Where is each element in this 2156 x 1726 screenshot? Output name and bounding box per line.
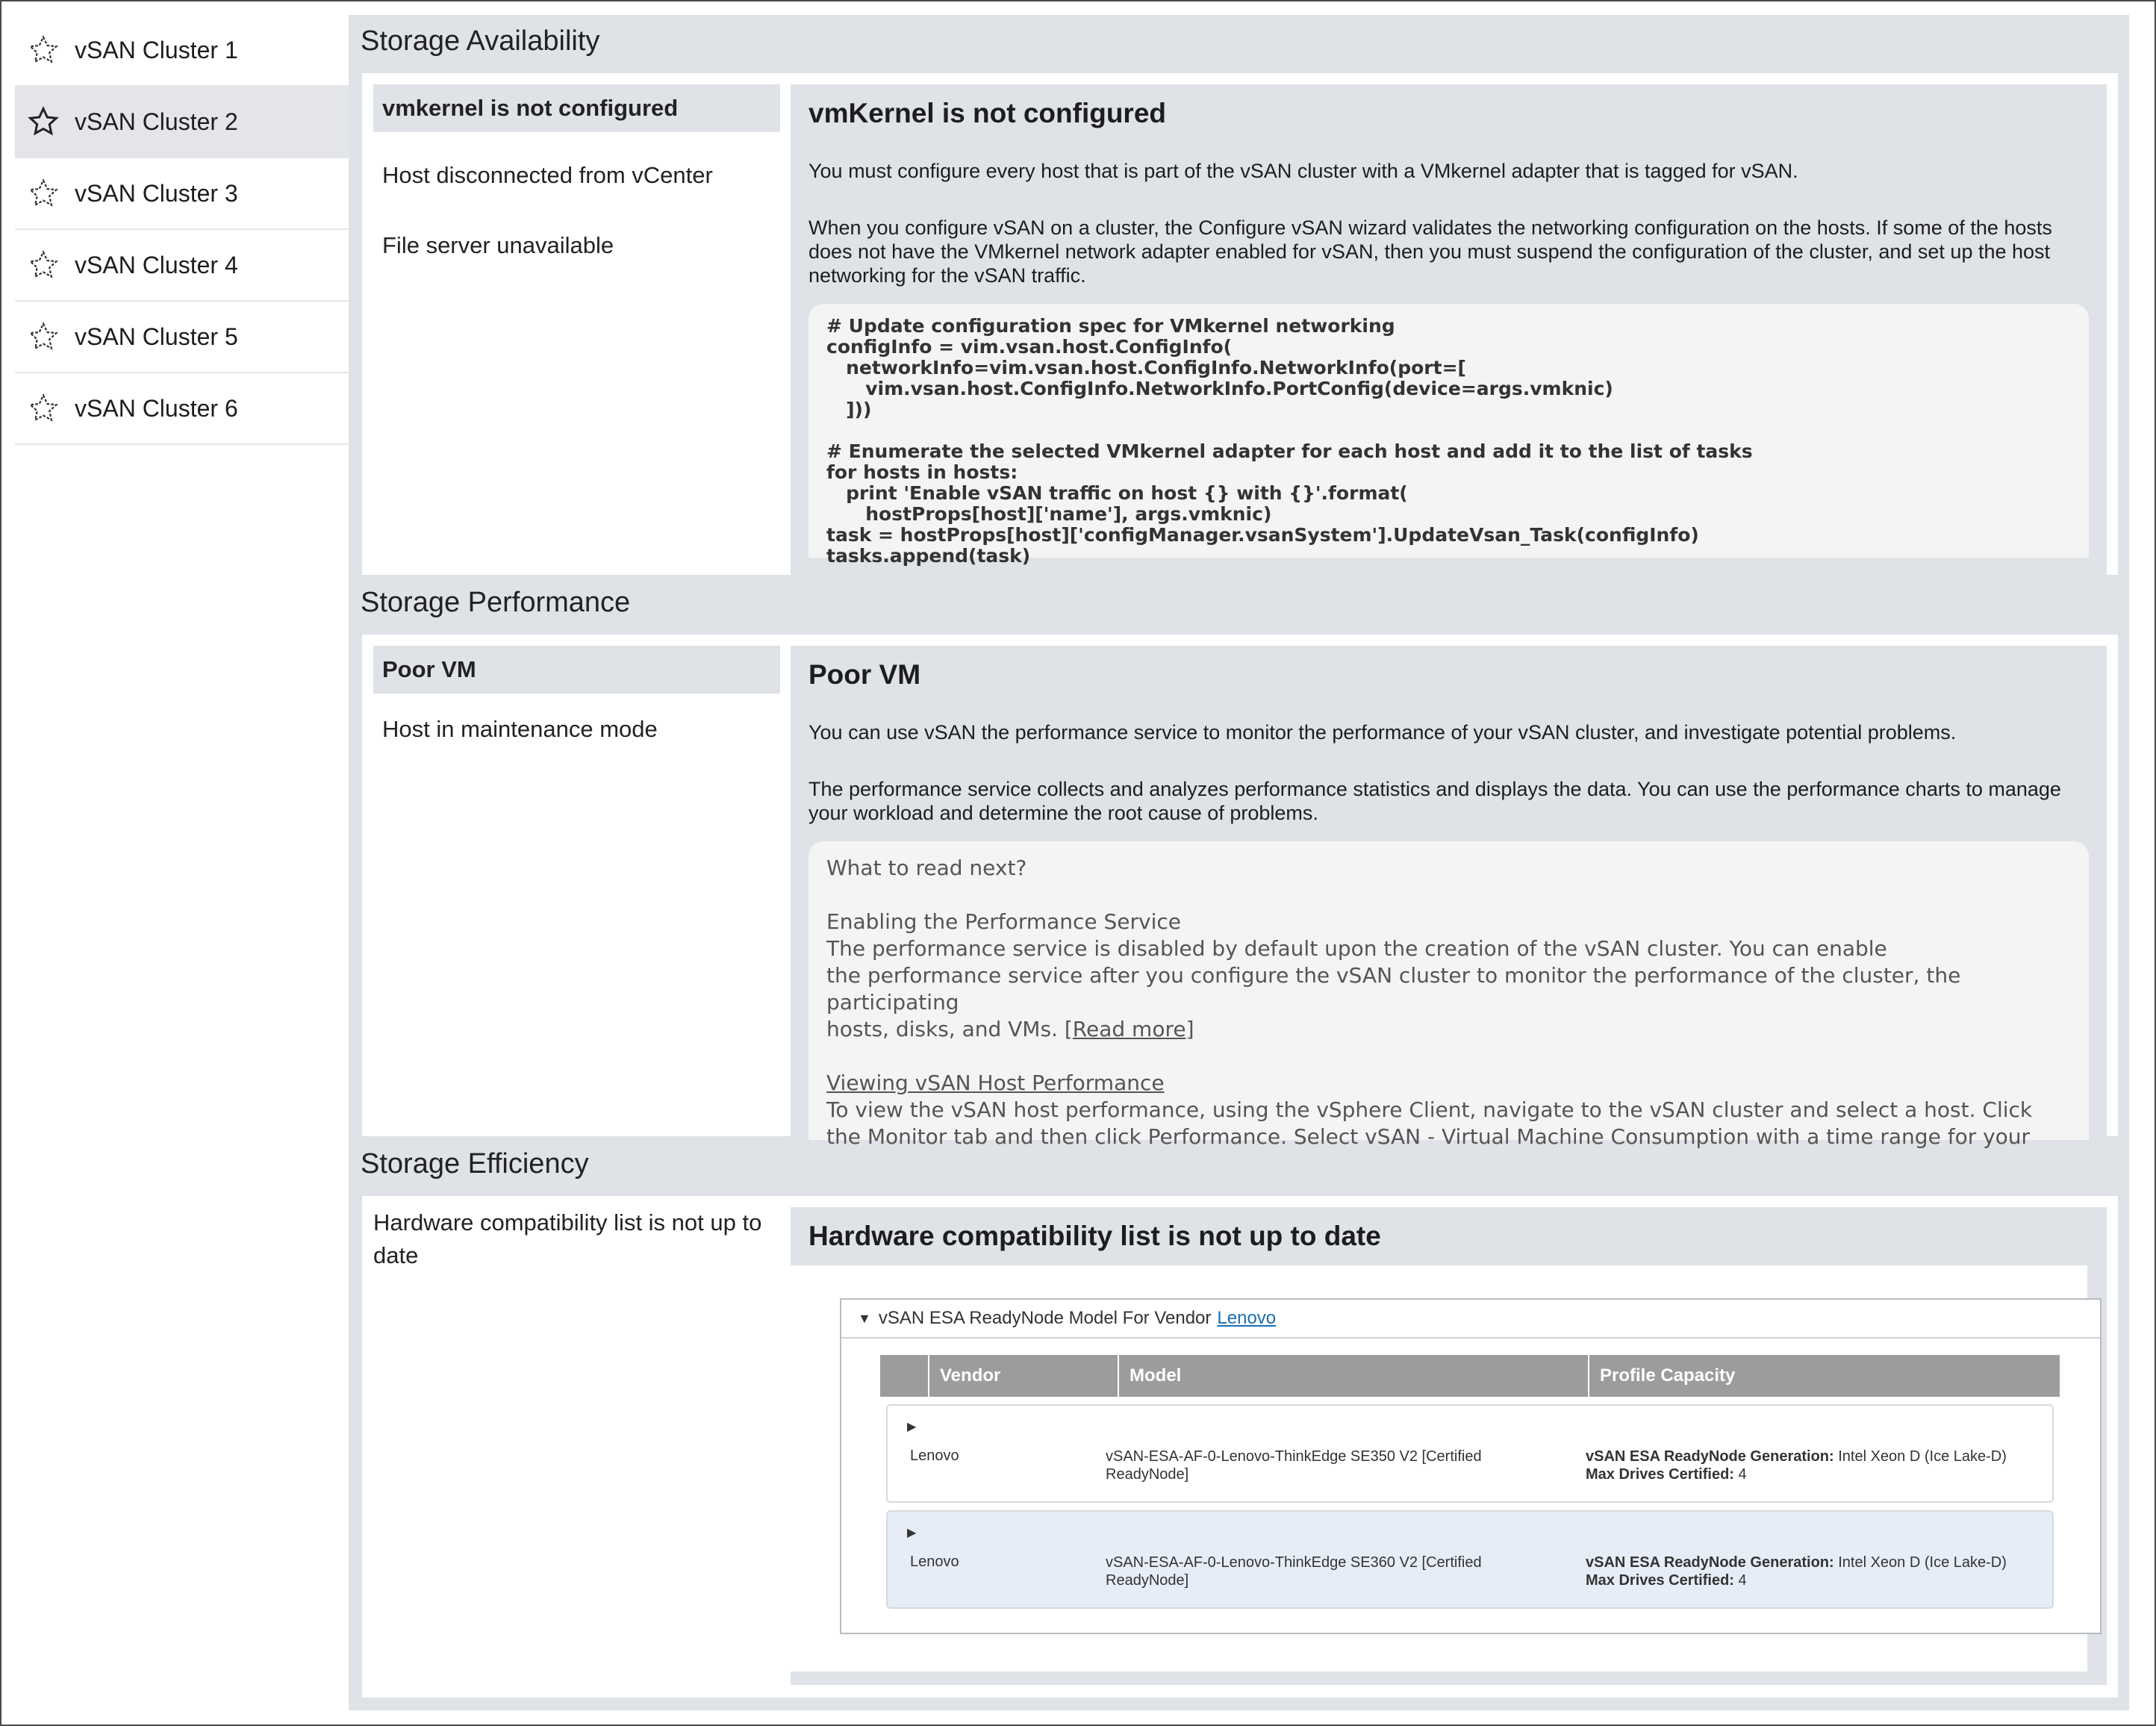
row-model: vSAN-ESA-AF-0-Lenovo-ThinkEdge SE350 V2 [Certified ReadyNode] bbox=[1106, 1448, 1482, 1483]
sidebar-item-label: vSAN Cluster 1 bbox=[75, 36, 238, 63]
column-header-profile-capacity[interactable]: Profile Capacity bbox=[1588, 1355, 2060, 1397]
row-profile-capacity bbox=[1586, 1448, 2048, 1483]
detail-paragraph: You can use vSAN the performance service to monitor the performance of your vSAN cluster, and investigate potential problems. bbox=[808, 721, 1957, 744]
sidebar-item-cluster-4[interactable] bbox=[15, 230, 349, 302]
performance-panel bbox=[362, 635, 2118, 1149]
sidebar-item-label: vSAN Cluster 6 bbox=[75, 394, 238, 422]
caret-right-icon[interactable]: ▶ bbox=[907, 1527, 917, 1539]
viewing-host-performance-link[interactable]: Viewing vSAN Host Performance bbox=[826, 1071, 1165, 1095]
sidebar-item-label: vSAN Cluster 2 bbox=[75, 108, 238, 135]
generation-value: Intel Xeon D (Ice Lake-D) bbox=[1838, 1448, 2007, 1465]
max-drives-value: 4 bbox=[1738, 1572, 1747, 1589]
caret-down-icon[interactable]: ▼ bbox=[858, 1310, 871, 1326]
performance-issue-list bbox=[373, 646, 780, 764]
detail-title: Hardware compatibility list is not up to date bbox=[808, 1221, 1381, 1251]
sidebar-item-cluster-1[interactable] bbox=[15, 15, 349, 87]
generation-value: Intel Xeon D (Ice Lake-D) bbox=[1838, 1554, 2007, 1571]
section-title-efficiency: Storage Efficiency bbox=[361, 1148, 589, 1180]
sidebar-item-cluster-6[interactable] bbox=[15, 373, 349, 445]
star-outline-icon[interactable] bbox=[25, 175, 61, 211]
performance-detail bbox=[791, 646, 2107, 1149]
availability-panel bbox=[362, 73, 2118, 575]
table-header-row bbox=[880, 1355, 2060, 1397]
availability-issue-list bbox=[373, 84, 780, 272]
issue-poor-vm[interactable]: Poor VM bbox=[373, 646, 780, 694]
read-next-box bbox=[808, 841, 2089, 1149]
sidebar-item-label: vSAN Cluster 5 bbox=[75, 323, 238, 350]
generation-label: vSAN ESA ReadyNode Generation: bbox=[1586, 1448, 1834, 1465]
sidebar-item-label: vSAN Cluster 4 bbox=[75, 251, 238, 278]
row-vendor: Lenovo bbox=[910, 1554, 959, 1570]
generation-label: vSAN ESA ReadyNode Generation: bbox=[1586, 1554, 1834, 1571]
read-next-text: the Monitor tab and then click Performance. Select vSAN - Virtual Machine Consumption with a time range for your bbox=[826, 1124, 2031, 1149]
hcl-panel-header[interactable] bbox=[841, 1300, 2100, 1339]
star-outline-icon[interactable] bbox=[25, 247, 61, 283]
detail-title: vmKernel is not configured bbox=[808, 98, 1167, 128]
read-next-text: To view the vSAN host performance, using the vSphere Client, navigate to the vSAN cluster and select a host. Click bbox=[826, 1097, 2033, 1122]
efficiency-panel bbox=[362, 1196, 2118, 1698]
read-next-text: The performance service is disabled by default upon the creation of the vSAN cluster. You can enable bbox=[826, 936, 1887, 961]
table-row[interactable] bbox=[886, 1510, 2054, 1609]
read-next-item-title: Enabling the Performance Service bbox=[826, 909, 1182, 934]
read-next-text: the performance service after you configure the vSAN cluster to monitor the performance of the cluster, the participating bbox=[826, 963, 1961, 1015]
caret-right-icon[interactable]: ▶ bbox=[907, 1421, 917, 1433]
read-next-text: hosts, disks, and VMs. bbox=[826, 1017, 1058, 1041]
issue-vmkernel-not-configured[interactable]: vmkernel is not configured bbox=[373, 84, 780, 132]
sidebar-item-cluster-5[interactable] bbox=[15, 302, 349, 373]
star-icon[interactable] bbox=[25, 104, 61, 140]
issue-hcl-not-up-to-date[interactable]: Hardware compatibility list is not up to date bbox=[373, 1209, 762, 1268]
detail-title: Poor VM bbox=[808, 659, 921, 690]
max-drives-value: 4 bbox=[1738, 1466, 1747, 1483]
read-next-text-row bbox=[826, 1016, 2071, 1043]
table-row[interactable] bbox=[886, 1404, 2054, 1503]
detail-paragraph: You must configure every host that is part of the vSAN cluster with a VMkernel adapter that is tagged for vSAN. bbox=[808, 160, 1798, 182]
max-drives-label: Max Drives Certified: bbox=[1586, 1572, 1734, 1589]
code-block: # Update configuration spec for VMkernel networking configInfo = vim.vsan.host.ConfigInfo( networkInfo=vim.vsan.host.ConfigInfo.NetworkInfo(port=[ vim.vsan.host.ConfigInfo.NetworkInfo.PortConfig(device=args.vmknic) ])) # Enumerate the selected VMkernel adapter for each host and add it to the list of tasks for hosts in hosts: print 'Enable vSAN traffic on host {} with {}'.format( hostProps[host]['name'], args.vmknic) task = hostProps[host]['configManager.vsanSystem'].UpdateVsan_Task(configInfo) tasks.append(task) bbox=[808, 304, 2089, 558]
sidebar-item-label: vSAN Cluster 3 bbox=[75, 179, 238, 207]
column-header-vendor[interactable]: Vendor bbox=[928, 1355, 1118, 1397]
hcl-header-text: vSAN ESA ReadyNode Model For Vendor bbox=[878, 1308, 1212, 1328]
star-outline-icon[interactable] bbox=[25, 319, 61, 355]
row-vendor: Lenovo bbox=[910, 1448, 959, 1464]
column-header-expand bbox=[880, 1355, 928, 1397]
hcl-readynode-panel bbox=[840, 1298, 2102, 1634]
hcl-table bbox=[880, 1355, 2060, 1589]
issue-file-server-unavailable[interactable]: File server unavailable bbox=[382, 232, 614, 258]
issue-host-maintenance-mode[interactable]: Host in maintenance mode bbox=[382, 716, 658, 742]
star-outline-icon[interactable] bbox=[25, 32, 61, 68]
sidebar-item-cluster-2[interactable] bbox=[15, 87, 349, 158]
cluster-sidebar bbox=[15, 15, 349, 445]
section-title-availability: Storage Availability bbox=[361, 25, 600, 57]
section-title-performance: Storage Performance bbox=[361, 587, 631, 618]
row-model: vSAN-ESA-AF-0-Lenovo-ThinkEdge SE360 V2 [Certified ReadyNode] bbox=[1106, 1554, 1482, 1589]
star-outline-icon[interactable] bbox=[25, 390, 61, 426]
read-more-link[interactable]: [Read more] bbox=[1064, 1017, 1194, 1041]
efficiency-detail bbox=[791, 1207, 2107, 1685]
main-content bbox=[349, 15, 2129, 1710]
sidebar-item-cluster-3[interactable] bbox=[15, 158, 349, 230]
row-profile-capacity bbox=[1586, 1554, 2048, 1589]
read-next-heading: What to read next? bbox=[826, 856, 1027, 880]
detail-paragraph: The performance service collects and analyzes performance statistics and displays the data. You can use the performance charts to manage your workload and determine the root cause of problems. bbox=[808, 778, 2061, 824]
availability-detail bbox=[791, 84, 2107, 575]
issue-host-disconnected[interactable]: Host disconnected from vCenter bbox=[382, 162, 713, 188]
column-header-model[interactable]: Model bbox=[1118, 1355, 1588, 1397]
vendor-link[interactable]: Lenovo bbox=[1217, 1308, 1277, 1328]
detail-paragraph: When you configure vSAN on a cluster, the Configure vSAN wizard validates the networking configuration on the hosts. If some of the hosts does not have the VMkernel network adapter enabled for vSAN, then you must suspend the configuration of the cluster, and set up the host networking for the vSAN traffic. bbox=[808, 216, 2052, 287]
max-drives-label: Max Drives Certified: bbox=[1586, 1466, 1734, 1483]
